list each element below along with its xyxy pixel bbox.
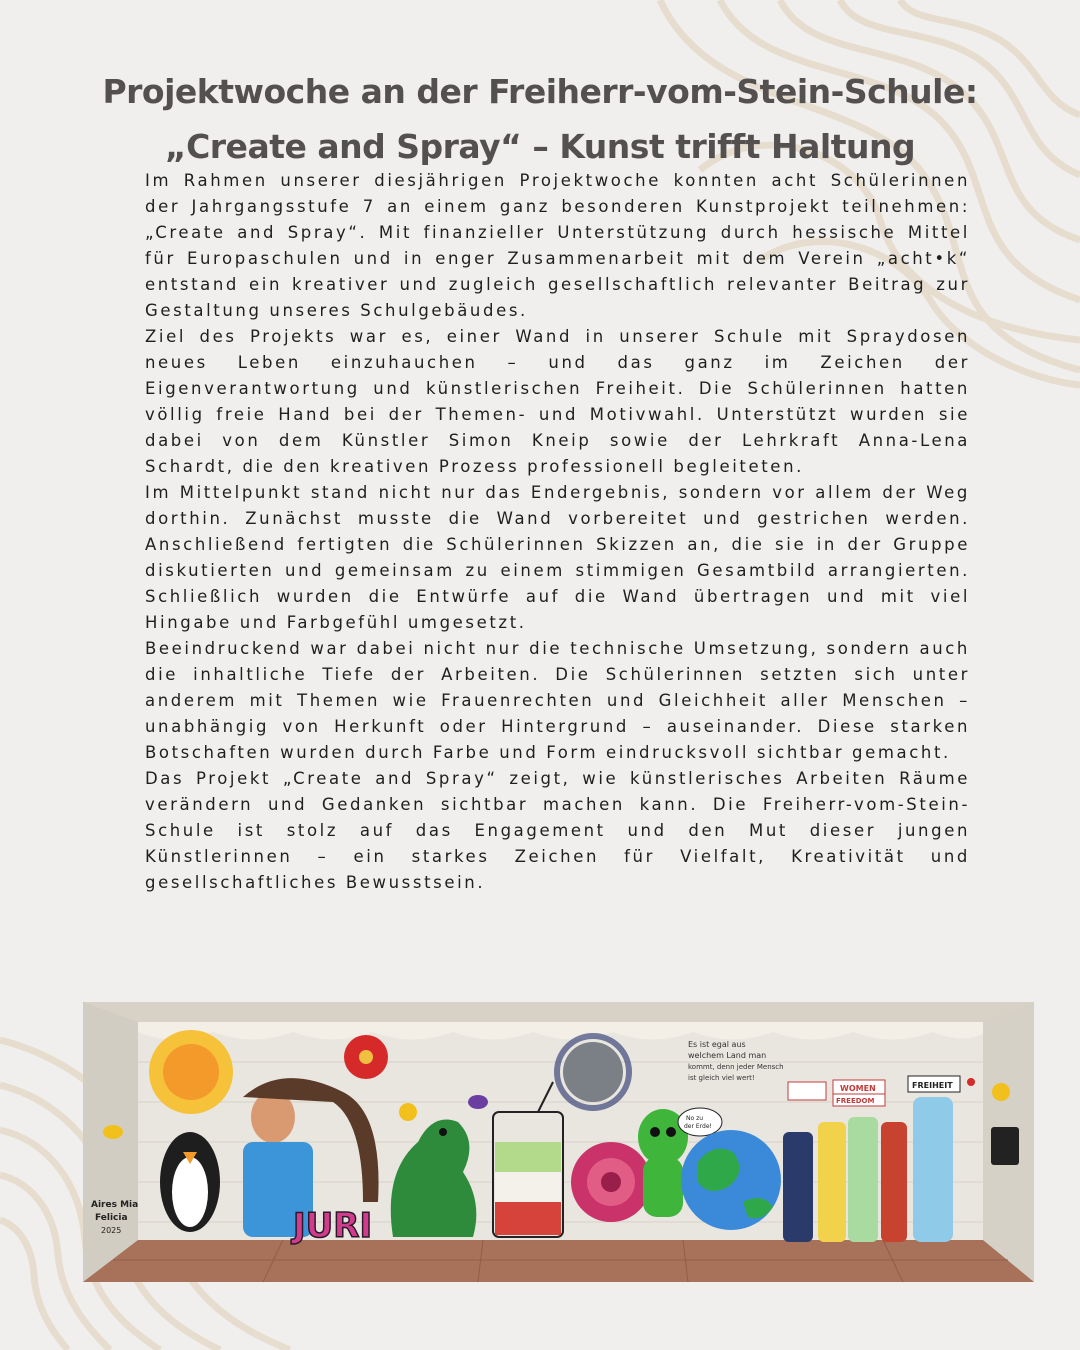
paragraph-3: Im Mittelpunkt stand nicht nur das Endergebnis, sondern vor allem der Weg dorthin. Zunächst musste die Wand vorbereitet und gestrichen werden. Anschließend fertigten die Schülerinnen Skizzen an, die sie in der Gruppe diskutierten und gemeinsam zu einem stimmigen Gesamtbild arrangierten. Schließlich wurden die Entwürfe auf die Wand übertragen und mit viel Hingabe und Farbgefühl umgesetzt. [145, 483, 970, 632]
sun-drawing [149, 1030, 233, 1114]
mural-illustration [83, 1002, 1034, 1282]
paragraph-1: Im Rahmen unserer diesjährigen Projektwoche konnten acht Schülerinnen der Jahrgangsstufe 7 an einem ganz besonderen Kunstprojekt teilnehmen: „Create and Spray“. Mit finanzieller Unterstützung durch hessische Mittel für Europaschulen und in enger Zusammenarbeit mit dem Verein „acht•k“ entstand ein kreativer und zugleich gesellschaftlich relevanter Beitrag zur Gestaltung unseres Schulgebäudes. [145, 171, 970, 320]
quote-line-1: Es ist egal aus [688, 1040, 746, 1049]
earth-drawing [681, 1130, 781, 1230]
rose-drawing [571, 1142, 651, 1222]
article-body [145, 168, 970, 896]
signature-line-2: Felicia [95, 1213, 128, 1223]
signature-year: 2025 [101, 1226, 122, 1235]
alien-bubble-line-1: No zu [686, 1115, 704, 1122]
page-title [0, 64, 1080, 174]
quote-line-2: welchem Land man [688, 1051, 767, 1060]
quote-line-4: ist gleich viel wert! [688, 1074, 755, 1082]
mural-photo [83, 1002, 1034, 1282]
sign-women: WOMEN [840, 1084, 876, 1093]
paragraph-2: Ziel des Projekts war es, einer Wand in unserer Schule mit Spraydosen neues Leben einzuhauchen – und das ganz im Zeichen der Eigenverantwortung und künstlerischen Freiheit. Die Schülerinnen hatten völlig freie Hand bei der Themen- und Motivwahl. Unterstützt wurden sie dabei von dem Künstler Simon Kneip sowie der Lehrkraft Anna-Lena Schardt, die den kreativen Prozess professionell begleiteten. [145, 327, 970, 476]
sign-freedom: FREEDOM [836, 1097, 875, 1105]
paragraph-4: Beeindruckend war dabei nicht nur die technische Umsetzung, sondern auch die inhaltliche Tiefe der Arbeiten. Die Schülerinnen setzten sich unter anderem mit Themen wie Frauenrechten und Gleichheit aller Menschen – unabhängig von Herkunft oder Hintergrund – auseinander. Diese starken Botschaften wurden durch Farbe und Form eindrucksvoll sichtbar gemacht. [145, 639, 970, 762]
signature-line-1: Aires Mia [91, 1200, 139, 1210]
penguin-drawing [160, 1132, 220, 1232]
mural-juri-label: JURI [293, 1206, 373, 1246]
alien-bubble-line-2: der Erde! [684, 1123, 712, 1130]
title-line-2: „Create and Spray“ – Kunst trifft Haltung [164, 127, 916, 167]
paragraph-5: Das Projekt „Create and Spray“ zeigt, wie künstlerisches Arbeiten Räume verändern und Gedanken sichtbar machen kann. Die Freiherr-vom-Stein-Schule ist stolz auf das Engagement und den Mut dieser jungen Künstlerinnen – ein starkes Zeichen für Vielfalt, Kreativität und gesellschaftliches Bewusstsein. [145, 769, 970, 892]
title-line-1: Projektwoche an der Freiherr-vom-Stein-Schule: [102, 72, 978, 112]
quote-line-3: kommt, denn jeder Mensch [688, 1063, 784, 1071]
sign-freiheit: FREIHEIT [912, 1081, 953, 1090]
